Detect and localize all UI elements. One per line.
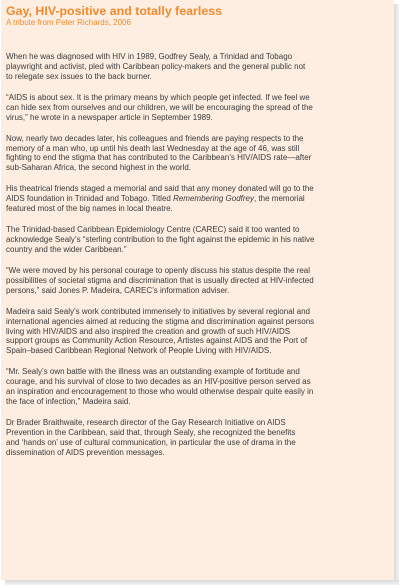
text-line: the face of infection,” Madeira said. <box>6 396 131 406</box>
text-line: acknowledge Sealy’s “sterling contribution to the fight against the epidemic in his native <box>6 235 315 244</box>
sidebar-box <box>1 0 394 580</box>
text-line: fighting to end the stigma that has contributed to the Caribbean’s HIV/AIDS rate—after <box>6 153 312 163</box>
article-subtitle: A tribute from Peter Richards, 2006 <box>6 18 131 27</box>
paragraph <box>6 184 385 214</box>
text-line: sub-Saharan Africa, the second highest in the world. <box>6 163 191 173</box>
paragraph <box>6 52 385 82</box>
memorial-title: Remembering Godfrey <box>173 194 254 204</box>
paragraph <box>6 266 385 296</box>
paragraph <box>6 307 385 356</box>
text-line: playwright and activist, pled with Caribbean policy-makers and the general public not <box>6 61 306 71</box>
text-segment: , the memorial <box>254 194 305 204</box>
text-line: persons,” said Jones P. Madeira, CAREC’s information adviser. <box>6 285 230 295</box>
paragraph <box>6 93 385 123</box>
paragraph <box>6 134 385 173</box>
text-line: memory of a man who, up until his death last Wednesday at the age of 46, was still <box>6 143 300 153</box>
text-line: Spain–based Caribbean Regional Network of People Living with HIV/AIDS. <box>6 346 272 356</box>
paragraph <box>6 225 385 255</box>
text-line: an inspiration and encouragement to those who would otherwise despair quite easily in <box>6 387 314 397</box>
text-line: Dr Brader Braithwaite, research director of the Gay Research Initiative on AIDS <box>6 418 286 427</box>
text-line: Madeira said Sealy’s work contributed immensely to initiatives by several regional and <box>6 306 310 316</box>
paragraph <box>6 418 385 457</box>
article-body <box>6 52 385 457</box>
text-line: When he was diagnosed with HIV in 1989, Godfrey Sealy, a Trinidad and Tobago <box>6 52 293 61</box>
text-line: dissemination of AIDS prevention messages. <box>6 447 165 457</box>
text-line: courage, and his survival of close to two decades as an HIV-positive person served as <box>6 377 311 387</box>
text-line: virus,” he wrote in a newspaper article in September 1989. <box>6 112 213 122</box>
text-line: His theatrical friends staged a memorial and said that any money donated will go to the <box>6 184 314 194</box>
text-line: and ‘hands on’ use of cultural communication, in particular the use of drama in the <box>6 437 296 447</box>
text-line: “AIDS is about sex. It is the primary means by which people get infected. If we feel we <box>6 92 310 102</box>
text-line: “We were moved by his personal courage to openly discuss his status despite the real <box>6 265 311 275</box>
text-line: country and the wider Caribbean.” <box>6 244 127 254</box>
text-line: international agencies aimed at reducing the stigma and discrimination against persons <box>6 316 315 326</box>
text-line: possibilities of societal stigma and discrimination that is usually directed at HIV-infected <box>6 275 314 285</box>
text-line <box>6 194 385 204</box>
article-title: Gay, HIV-positive and totally fearless <box>6 4 222 18</box>
panel-shadow-bottom <box>5 580 399 585</box>
text-line: Now, nearly two decades later, his colleagues and friends are paying respects to the <box>6 133 304 143</box>
text-line: “Mr. Sealy’s own battle with the illness was an outstanding example of fortitude and <box>6 367 300 377</box>
text-line: to relegate sex issues to the back burner. <box>6 71 152 81</box>
text-line: Prevention in the Caribbean, said that, through Sealy, she recognized the benefits <box>6 427 296 437</box>
text-segment: AIDS foundation in Trinidad and Tobago. Titled <box>6 194 174 204</box>
text-line: The Trinidad-based Caribbean Epidemiology Centre (CAREC) said it too wanted to <box>6 225 300 235</box>
paragraph <box>6 367 385 406</box>
text-line: can hide sex from ourselves and our children, we will be encouraging the spread of the <box>6 102 313 112</box>
panel-shadow-right <box>394 4 399 584</box>
text-line: living with HIV/AIDS and also inspired the creation and growth of such HIV/AIDS <box>6 326 291 336</box>
text-line: support groups as Community Action Resource, Artistes against AIDS and the Port of <box>6 336 308 346</box>
text-line: featured most of the big names in local theatre. <box>6 204 173 214</box>
